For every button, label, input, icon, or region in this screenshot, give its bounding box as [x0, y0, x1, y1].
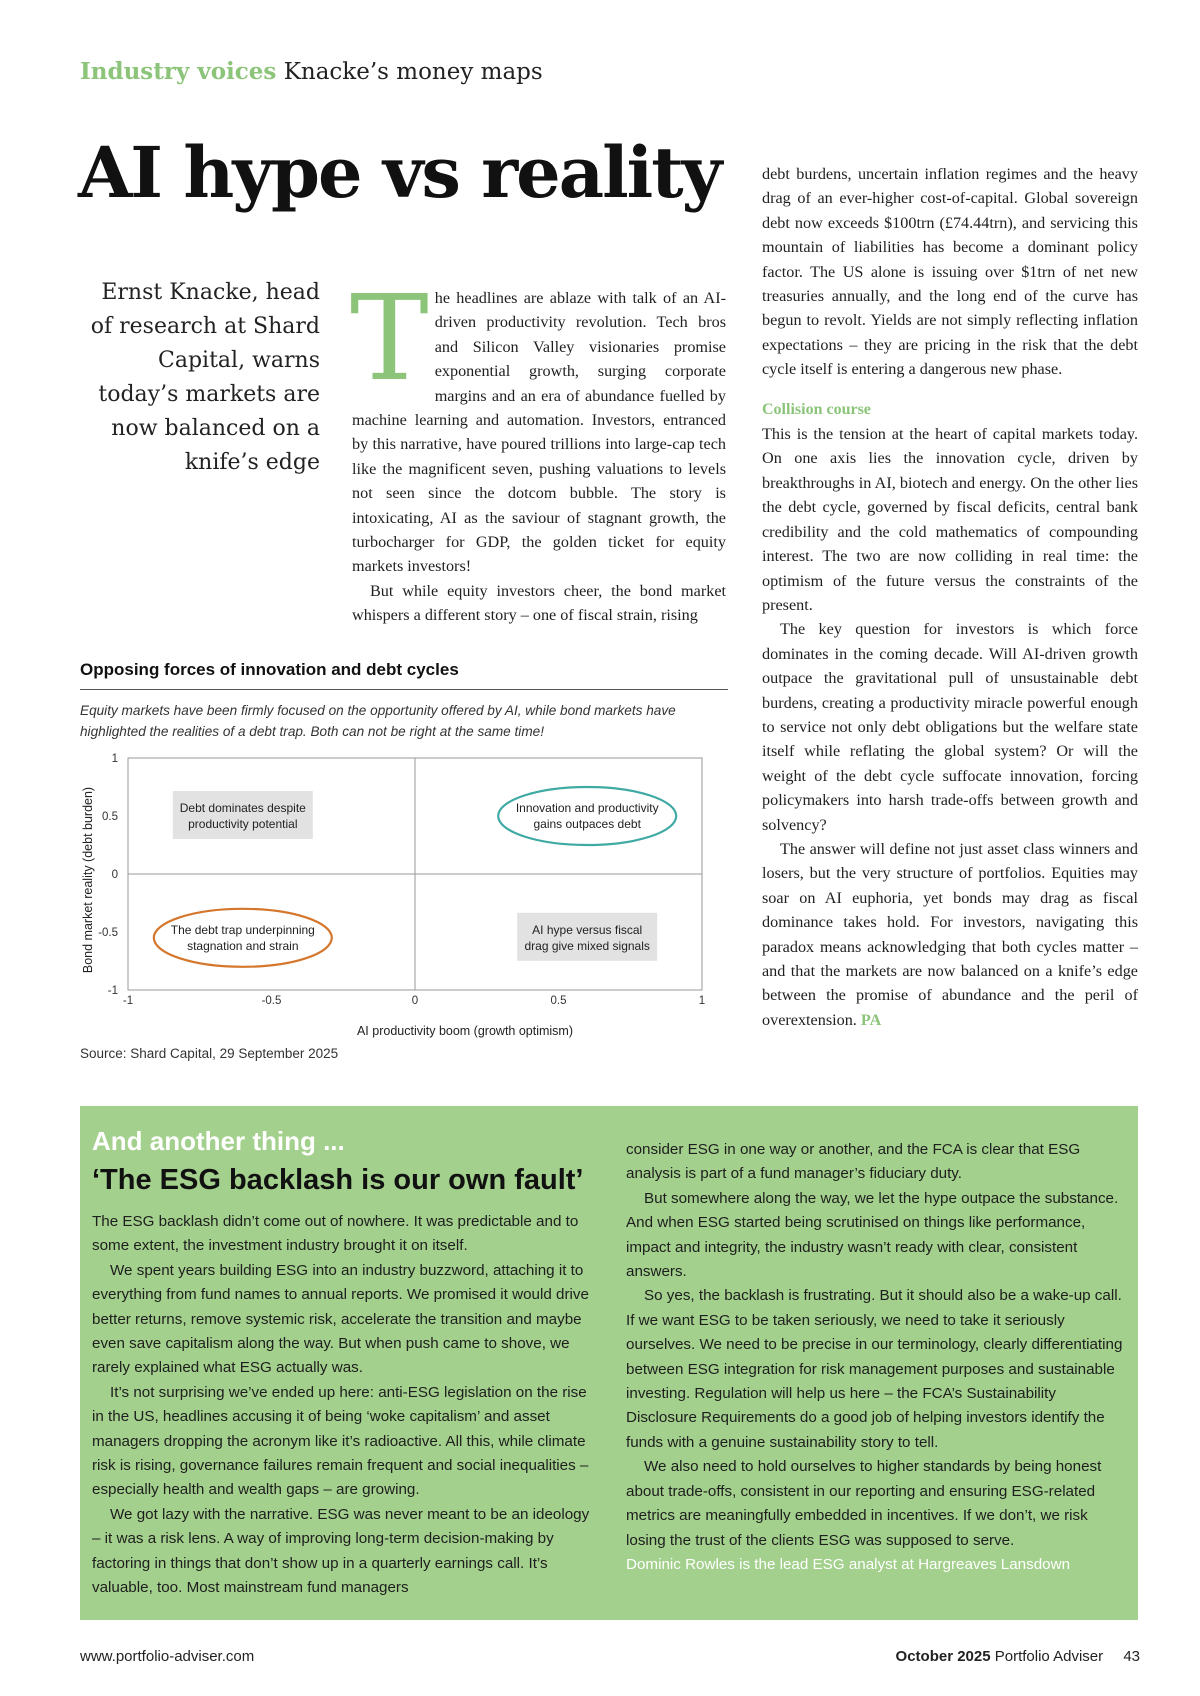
footer-date: October 2025 [895, 1648, 991, 1665]
sidebar-paragraph: We got lazy with the narrative. ESG was never meant to be an ideology – it was a risk lens. A way of improving long-term decision-making by factoring in things that don’t show up in a quarterly earnings call. It’s valuable, too. Most mainstream fund managers [92, 1505, 590, 1597]
sidebar-column-left [92, 1210, 592, 1601]
article-column-right [762, 162, 1138, 1032]
sidebar-column-right [626, 1138, 1126, 1577]
subheading: Collision course [762, 400, 871, 418]
sidebar-paragraph: But somewhere along the way, we let the hype outpace the substance. And when ESG started being scrutinised on things like performance, impact and integrity, the industry wasn’t ready with clear, consistent answers. [626, 1189, 1119, 1281]
quadrant-chart [80, 748, 730, 1042]
chart-subtitle: Equity markets have been firmly focused on the opportunity offered by AI, while bond markets have highlighted the realities of a debt trap. Both can not be right at the same time! [80, 703, 676, 739]
y-tick-label: 0 [111, 869, 118, 881]
annotation-ellipse [154, 909, 332, 967]
article-paragraph: The answer will define not just asset class winners and losers, but the very structure of portfolios. Equities may soar on AI euphoria, yet bonds may drag as fiscal dominance takes hold. For investors, navigating this paradox means acknowledging that both cycles matter – and that the markets are now balanced on a knife’s edge between the promise of abundance and the peril of overextension. PA [762, 839, 1138, 1029]
x-tick-label: -0.5 [261, 995, 282, 1007]
footer-url[interactable]: www.portfolio-adviser.com [80, 1648, 255, 1665]
headline: AI hype vs reality [78, 131, 721, 214]
sidebar-kicker: And another thing ... [92, 1126, 345, 1156]
y-tick-label: 1 [111, 753, 118, 765]
annotation-label: The debt trap underpinning [170, 922, 315, 937]
chart-source: Source: Shard Capital, 29 September 2025 [80, 1046, 339, 1061]
column-title: Knacke’s money maps [283, 59, 543, 85]
article-paragraph: This is the tension at the heart of capital markets today. On one axis lies the innovation cycle, driven by breakthroughs in AI, biotech and energy. On the other lies the debt cycle, governed by fiscal deficits, central bank credibility and the cold mathematics of compounding interest. The two are now colliding in real time: the optimism of the future versus the constraints of the present. [762, 425, 1138, 614]
footer-issue [896, 1648, 1140, 1665]
article-paragraph: debt burdens, uncertain inflation regimes and the heavy drag of an ever-higher cost-of-capital. Global sovereign debt now exceeds $100trn (£74.44trn), and servicing this mountain of liabilities has become a dominant policy factor. The US alone is issuing over $1trn of net new treasuries annually, and the long end of the curve has begun to revolt. Yields are not simply reflecting inflation expectations – they are pricing in the risk that the debt cycle itself is entering a dangerous new phase. [762, 165, 1138, 379]
annotation-ellipse [498, 787, 676, 845]
article-paragraph: The key question for investors is which force dominates in the coming decade. Will AI-driven growth outpace the gravitational pull of unsustainable debt burdens, creating a productivity miracle powerful enough to service not only debt obligations but the welfare state itself while reflating the global system? Or will the weight of the debt cycle suffocate innovation, forcing policymakers into harsh trade-offs between growth and solvency? [762, 620, 1138, 834]
y-tick-label: 0.5 [102, 811, 118, 823]
sidebar-paragraph: We also need to hold ourselves to higher standards by being honest about trade-offs, consistent in our reporting and ensuring ESG-related metrics are meaningfully embedded in incentives. If we don’t, we risk losing the trust of the clients ESG was supposed to serve. [626, 1458, 1102, 1549]
page-number: 43 [1123, 1648, 1140, 1665]
sidebar-title: ‘The ESG backlash is our own fault’ [92, 1164, 584, 1196]
section-header [80, 58, 543, 85]
sidebar-paragraph: consider ESG in one way or another, and the FCA is clear that ESG analysis is part of a fund manager’s fiduciary duty. [626, 1141, 1081, 1183]
annotation-label: gains outpaces debt [533, 817, 641, 831]
y-tick-label: -0.5 [98, 927, 118, 939]
x-tick-label: 1 [698, 995, 706, 1007]
x-axis-label: AI productivity boom (growth optimism) [356, 1024, 574, 1038]
footer-publication: Portfolio Adviser [994, 1648, 1104, 1665]
article-column-middle [350, 269, 726, 628]
article-paragraph: But while equity investors cheer, the bond market whispers a different story – one of fiscal strain, rising [352, 581, 726, 625]
signoff: PA [860, 1010, 882, 1029]
annotation-label: stagnation and strain [187, 938, 299, 953]
sidebar-paragraph: So yes, the backlash is frustrating. But it should also be a wake-up call. If we want ESG to be taken seriously, we need to take it seriously ourselves. We need to be precise in our terminology, clearly differentiating between ESG integration for risk management purposes and sustainable investing. Regulation will help us here – the FCA’s Sustainability Disclosure Requirements do a good job of helping investors identify the funds with a genuine sustainability story to tell. [626, 1287, 1123, 1451]
x-tick-label: 0.5 [550, 995, 567, 1007]
chart-title: Opposing forces of innovation and debt cycles [80, 660, 728, 690]
section-label: Industry voices [80, 58, 277, 85]
annotation-label: productivity potential [188, 817, 298, 831]
annotation-label: AI hype versus fiscal [532, 922, 643, 937]
y-axis-label: Bond market reality (debt burden) [81, 786, 95, 974]
sidebar-paragraph: It’s not surprising we’ve ended up here: anti-ESG legislation on the rise in the US, headlines accusing it of being ‘woke capitalism’ and asset managers dropping the acronym like it’s radioactive. All this, while climate risk is rising, governance failures remain frequent and social inequalities – especially health and wealth gaps – are growing. [92, 1383, 589, 1499]
article-paragraph: The headlines are ablaze with talk of an AI-driven productivity revolution. Tech bros and Silicon Valley visionaries promise exponential growth, surging corporate margins and an era of abundance fuelled by machine learning and automation. Investors, entranced by this narrative, have poured trillions into large-cap tech like the magnificent seven, pushing valuations to levels not seen since the dotcom bubble. The story is intoxicating, AI as the saviour of stagnant growth, the turbocharger for GDP, the golden ticket for equity markets investors! [350, 269, 726, 576]
x-tick-label: -1 [122, 995, 134, 1007]
standfirst: Ernst Knacke, head of research at Shard Capital, warns today’s markets are now balanced on a knife’s edge [90, 280, 320, 475]
sidebar-byline: Dominic Rowles is the lead ESG analyst at Hargreaves Lansdown [626, 1555, 1071, 1573]
y-tick-label: -1 [107, 985, 118, 997]
sidebar-paragraph: We spent years building ESG into an industry buzzword, attaching it to everything from fund names to annual reports. We promised it would drive better returns, remove systemic risk, accelerate the transition and maybe even save capitalism along the way. But when push came to shove, we rarely explained what ESG actually was. [92, 1261, 589, 1377]
drop-cap: T [350, 269, 429, 407]
annotation-label: drag give mixed signals [524, 938, 650, 953]
annotation-box [173, 791, 313, 839]
annotation-label: Debt dominates despite [179, 801, 306, 815]
annotation-label: Innovation and productivity [515, 801, 659, 815]
sidebar-paragraph: The ESG backlash didn’t come out of nowhere. It was predictable and to some extent, the investment industry brought it on itself. [92, 1213, 579, 1255]
x-tick-label: 0 [411, 995, 419, 1007]
